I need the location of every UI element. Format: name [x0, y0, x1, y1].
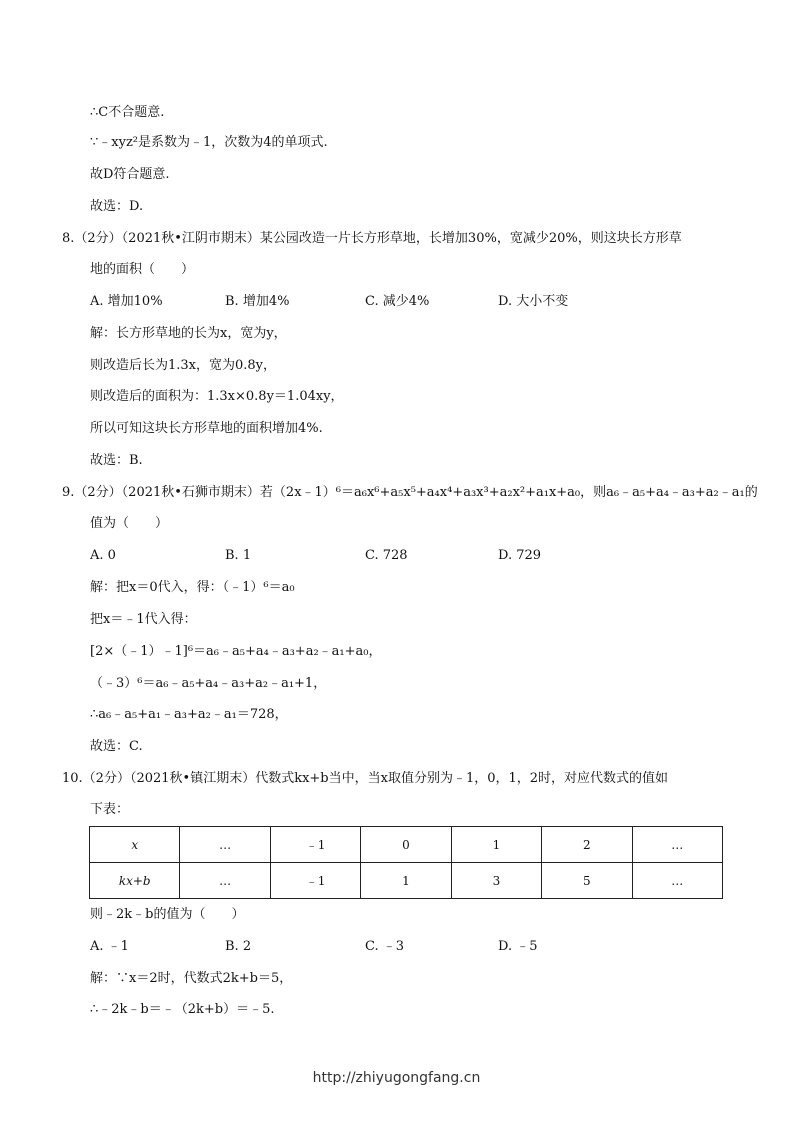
table-cell: … — [632, 827, 722, 863]
answer-line: 故选：C. — [90, 739, 143, 754]
q10-option-d: D. ﹣5 — [498, 939, 538, 954]
table-cell: ﹣1 — [270, 863, 360, 899]
solution-line: 故D符合题意. — [90, 167, 170, 182]
q10-option-c: C. ﹣3 — [365, 939, 405, 954]
solution-line: ∴a₆﹣a₅+a₁﹣a₃+a₂﹣a₁＝728， — [90, 707, 288, 722]
question-8-stem-cont: 地的面积（ ） — [90, 262, 195, 277]
answer-line: 故选：D. — [90, 199, 144, 214]
table-cell: … — [180, 863, 270, 899]
q8-option-b: B. 增加4% — [225, 294, 290, 309]
solution-line: 则改造后长为1.3x，宽为0.8y， — [90, 358, 277, 373]
value-table — [89, 826, 723, 899]
table-cell: 3 — [451, 863, 541, 899]
q10-option-a: A. ﹣1 — [90, 939, 129, 954]
q8-option-d: D. 大小不变 — [498, 294, 569, 309]
question-10-stem: 10.（2分）（2021秋•镇江期末）代数式kx+b当中，当x取值分别为﹣1，0，1，2时，对应代数式的值如 — [62, 771, 669, 786]
q9-option-b: B. 1 — [225, 548, 252, 563]
question-10-ask: 则﹣2k﹣b的值为（ ） — [90, 907, 245, 922]
solution-line: ∴﹣2k﹣b＝﹣（2k+b）＝﹣5. — [90, 1002, 275, 1017]
q9-option-a: A. 0 — [90, 548, 116, 563]
solution-line: 所以可知这块长方形草地的面积增加4%. — [90, 421, 323, 436]
table-cell: 1 — [361, 863, 451, 899]
solution-line: 解：把x＝0代入，得：（﹣1）⁶＝a₀ — [90, 580, 295, 595]
q8-option-a: A. 增加10% — [90, 294, 163, 309]
table-cell: … — [180, 827, 270, 863]
question-10-stem-cont: 下表： — [90, 802, 130, 817]
q9-option-c: C. 728 — [365, 548, 408, 563]
answer-line: 故选：B. — [90, 453, 143, 468]
question-9-stem: 9.（2分）（2021秋•石狮市期末）若（2x﹣1）⁶＝a₆x⁶+a₅x⁵+a₄x⁴+a₃x³+a₂x²+a₁x+a₀，则a₆﹣a₅+a₄﹣a₃+a₂﹣a₁的 — [62, 485, 758, 500]
table-cell: kx+b — [90, 863, 180, 899]
footer-url: http://zhiyugongfang.cn — [312, 1070, 481, 1086]
table-cell: 2 — [542, 827, 632, 863]
solution-line: 把x＝﹣1代入得： — [90, 612, 197, 627]
table-cell: 1 — [451, 827, 541, 863]
solution-line: 则改造后的面积为：1.3x×0.8y＝1.04xy， — [90, 389, 344, 404]
q10-option-b: B. 2 — [225, 939, 252, 954]
question-8-stem: 8.（2分）（2021秋•江阴市期末）某公园改造一片长方形草地，长增加30%，宽减少20%，则这块长方形草 — [62, 231, 682, 246]
table-cell: … — [632, 863, 722, 899]
question-9-stem-cont: 值为（ ） — [90, 516, 169, 531]
q9-option-d: D. 729 — [498, 548, 542, 563]
q8-option-c: C. 减少4% — [365, 294, 430, 309]
solution-line: 解：长方形草地的长为x，宽为y， — [90, 326, 287, 341]
table-cell: ﹣1 — [270, 827, 360, 863]
table-cell: x — [90, 827, 180, 863]
solution-line: ∵﹣xyz²是系数为﹣1，次数为4的单项式. — [90, 135, 328, 150]
solution-line: （﹣3）⁶＝a₆﹣a₅+a₄﹣a₃+a₂﹣a₁+1， — [90, 676, 327, 691]
solution-line: 解：∵x＝2时，代数式2k+b＝5， — [90, 971, 293, 986]
solution-line: [2×（﹣1）﹣1]⁶＝a₆﹣a₅+a₄﹣a₃+a₂﹣a₁+a₀， — [90, 644, 382, 659]
table-cell: 5 — [542, 863, 632, 899]
table-row — [90, 863, 723, 899]
solution-line: ∴C不合题意. — [90, 105, 165, 120]
table-cell: 0 — [361, 827, 451, 863]
table-row — [90, 827, 723, 863]
